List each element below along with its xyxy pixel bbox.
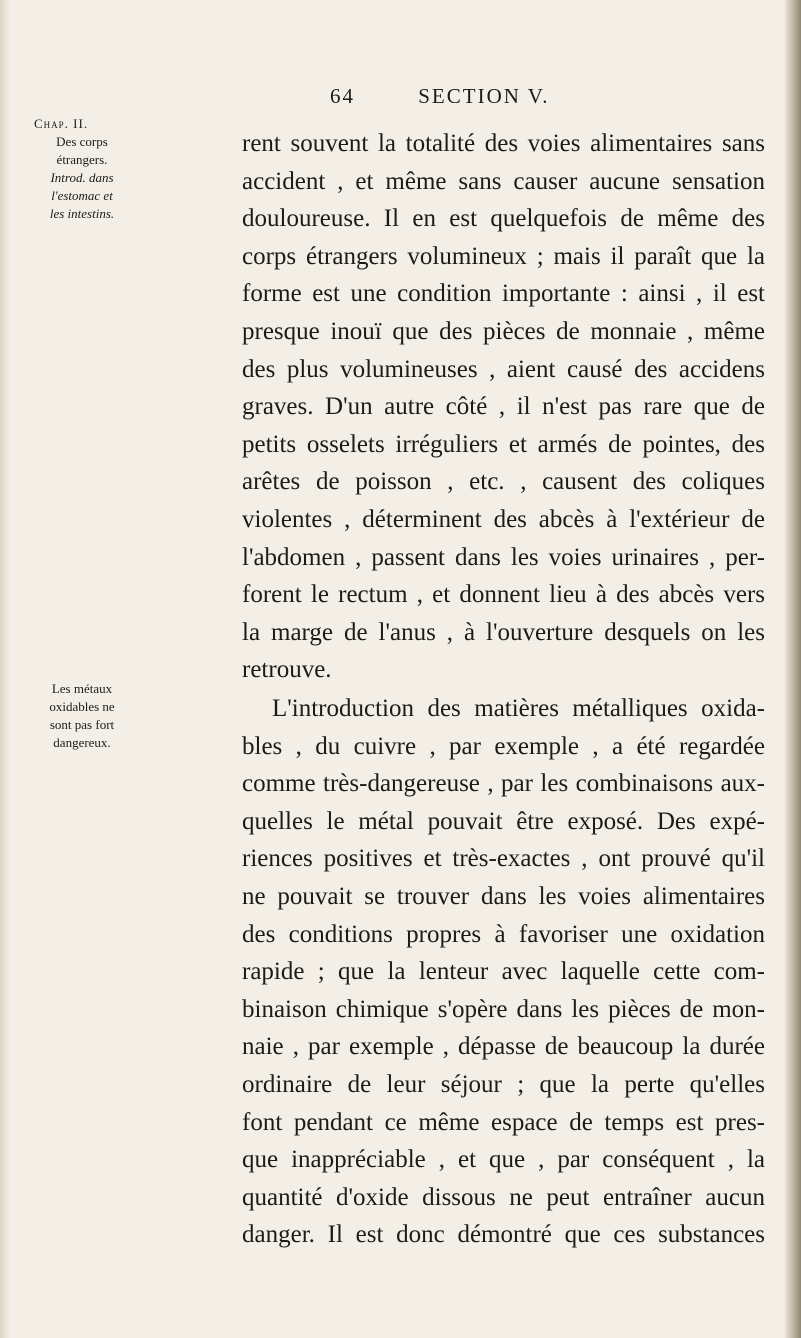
running-header (330, 84, 550, 109)
margin-topic-line: dangereux. (53, 735, 111, 750)
text-line: forent le rectum , et donnent lieu à des abcès vers (242, 581, 765, 609)
text-line: L'introduction des matières métalliques oxida- (272, 695, 765, 722)
text-line: font pendant ce même espace de temps est pres- (242, 1108, 765, 1136)
text-line: petits osselets irréguliers et armés de pointes, des (242, 430, 765, 458)
text-line: la marge de l'anus , à l'ouverture desquels on les (242, 618, 765, 646)
text-line: arêtes de poisson , etc. , causent des coliques (242, 468, 765, 496)
text-line: binaison chimique s'opère dans les pièces de mon- (242, 995, 765, 1023)
text-line: retrouve. (242, 656, 332, 684)
page-number: 64 (330, 84, 355, 108)
paragraph-1 (242, 125, 765, 689)
text-line: ne pouvait se trouver dans les voies alimentaires (242, 882, 765, 910)
margin-topic-line: étrangers. (56, 152, 108, 167)
margin-notes-top (34, 115, 130, 223)
text-line: des conditions propres à favoriser une oxidation (242, 920, 765, 948)
chapter-label: Chap. II. (34, 116, 89, 131)
text-line: quelles le métal pouvait être exposé. Des expé- (242, 807, 765, 835)
text-line: douloureuse. Il en est quelquefois de même des (242, 205, 765, 233)
margin-subtopic-line: les intestins. (49, 206, 115, 221)
text-line: ordinaire de leur séjour ; que la perte qu'elles (242, 1070, 765, 1098)
text-line: accident , et même sans causer aucune sensation (242, 167, 765, 195)
margin-topic-line: sont pas fort (49, 717, 115, 732)
margin-notes-bottom (34, 680, 130, 752)
text-line: des plus volumineuses , aient causé des accidens (242, 355, 765, 383)
section-title: SECTION V. (418, 84, 550, 108)
text-line: naie , par exemple , dépasse de beaucoup la durée (242, 1033, 765, 1061)
text-line: presque inouï que des pièces de monnaie , même (242, 317, 765, 345)
text-line: l'abdomen , passent dans les voies urinaires , per- (242, 543, 765, 571)
text-line: forme est une condition importante : ainsi , il est (242, 280, 765, 308)
margin-subtopic-line: Introd. dans (50, 170, 114, 185)
text-line: graves. D'un autre côté , il n'est pas rare que de (242, 393, 765, 421)
text-line: bles , du cuivre , par exemple , a été regardée (242, 732, 765, 760)
text-line: rent souvent la totalité des voies alimentaires sans (242, 130, 765, 157)
margin-topic-line: Des corps (56, 134, 108, 149)
page-edge (785, 0, 801, 1338)
margin-topic-line: oxidables ne (49, 699, 115, 714)
text-line: que inappréciable , et que , par conséquent , la (242, 1146, 765, 1174)
margin-topic-line: Les métaux (51, 681, 113, 696)
margin-subtopic-line: l'estomac et (51, 188, 113, 203)
text-line: comme très-dangereuse , par les combinaisons aux- (242, 770, 765, 798)
text-line: riences positives et très-exactes , ont prouvé qu'il (242, 845, 765, 873)
page-gutter (0, 0, 10, 1338)
text-line: danger. Il est donc démontré que ces substances (242, 1221, 765, 1249)
text-line: quantité d'oxide dissous ne peut entraîner aucun (242, 1183, 765, 1211)
paragraph-2 (242, 690, 765, 1254)
text-line: corps étrangers volumineux ; mais il paraît que la (242, 242, 765, 270)
text-line: violentes , déterminent des abcès à l'extérieur de (242, 505, 765, 533)
text-line: rapide ; que la lenteur avec laquelle cette com- (242, 958, 765, 986)
